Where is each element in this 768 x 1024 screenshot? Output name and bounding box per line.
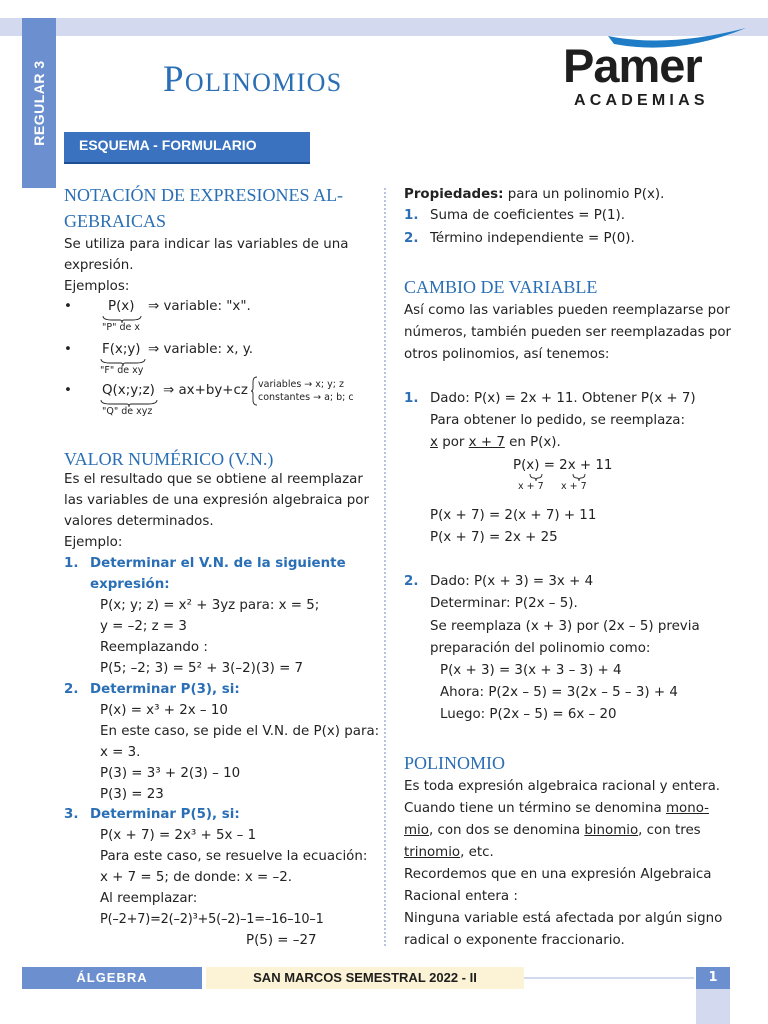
bullet: • [64,299,72,314]
cambio-1-line [430,435,561,450]
column-divider [384,188,386,946]
cambio-1-line: Dado: P(x) = 2x + 11. Obtener P(x + 7) [430,391,696,406]
side-tab [22,18,56,188]
trinomio-term: trinomio [404,845,461,860]
brace-variables: variables → x; y; z [258,379,344,390]
pamer-logo [560,22,740,122]
example-number: 2. [64,682,79,697]
example-number: 1. [64,556,79,571]
cambio-1-result: P(x + 7) = 2(x + 7) + 11 [430,508,597,523]
section-banner: ESQUEMA - FORMULARIO [64,132,310,162]
monomio-term: mono- [665,801,709,816]
example-3-title: Determinar P(5), si: [90,807,240,822]
example-3-result: ⇒ ax+by+cz [163,383,248,398]
cambio-1-expression: P(x) = 2x + 11 [513,458,613,473]
monomio-term: mio [404,823,429,838]
cambio-1-sub: x + 7 [468,435,505,450]
example-3-line: P(x + 7) = 2x³ + 5x – 1 [100,828,257,843]
cambio-1-sub-label: x + 7 [561,481,587,492]
property-number: 1. [404,208,419,223]
example-number: 3. [64,807,79,822]
example-2-line: En este caso, se pide el V.N. de P(x) para: [100,724,380,739]
example-1-result: ⇒ variable: "x". [148,299,251,314]
example-2-title: Determinar P(3), si: [90,682,240,697]
ejemplos-label: Ejemplos: [64,279,130,294]
example-1-note: "P" de x [102,322,141,333]
example-2-line: P(x) = x³ + 2x – 10 [100,703,228,718]
cambio-heading: CAMBIO DE VARIABLE [404,277,598,297]
notacion-text-1: Se utiliza para indicar las variables de una [64,237,349,252]
example-2-note: "F" de xy [100,365,144,376]
example-1-line: y = –2; z = 3 [100,619,187,634]
polinomio-text-part: , con dos se denomina [428,823,585,838]
footer-course: SAN MARCOS SEMESTRAL 2022 - II [206,967,524,989]
example-2-line: x = 3. [100,745,141,760]
polinomio-text: Racional entera : [404,889,518,904]
polinomio-text: Ninguna variable está afectada por algún signo [404,911,723,926]
brace-constantes: constantes → a; b; c [258,392,354,403]
cambio-1-var: x [430,435,438,450]
example-1-line: P(5; –2; 3) = 5² + 3(–2)(3) = 7 [100,661,304,676]
valor-text-3: valores determinados. [64,514,214,529]
example-1-expression: P(x) [108,299,135,314]
cambio-2-line: Determinar: P(2x – 5). [430,596,578,611]
example-2-line: P(3) = 3³ + 2(3) – 10 [100,766,241,781]
logo-brand: Pamer [563,39,702,92]
property-2: Término independiente = P(0). [430,231,635,246]
property-number: 2. [404,231,419,246]
page-number: 1 [696,967,730,989]
bullet: • [64,342,72,357]
example-2-line: P(3) = 23 [100,787,164,802]
cambio-2-line: Se reemplaza (x + 3) por (2x – 5) previa [430,619,700,634]
propiedades-label: Propiedades: [404,187,504,202]
underbrace-icon [529,473,589,481]
polinomio-text-part: Cuando tiene un término se denomina [404,801,666,816]
valor-heading: VALOR NUMÉRICO (V.N.) [64,449,274,469]
example-3-line: P(–2+7)=2(–2)³+5(–2)–1=–16–10–1 [100,912,324,927]
example-1-title-line2: expresión: [90,577,170,592]
example-2-expression: F(x;y) [102,342,141,357]
side-tab-label: REGULAR 3 [31,60,47,146]
example-2-result: ⇒ variable: x, y. [148,342,253,357]
cambio-2-line: Luego: P(2x – 5) = 6x – 20 [440,707,617,722]
example-3-note: "Q" de xyz [102,406,153,417]
polinomio-text: radical o exponente fraccionario. [404,933,625,948]
polinomio-text-part: , con tres [638,823,701,838]
valor-text-1: Es el resultado que se obtiene al reemplazar [64,472,363,487]
bullet: • [64,383,72,398]
example-3-line: x + 7 = 5; de donde: x = –2. [100,870,293,885]
example-1-line: P(x; y; z) = x² + 3yz para: x = 5; [100,598,320,613]
example-3-line: Al reemplazar: [100,891,198,906]
cambio-2-line: Ahora: P(2x – 5) = 3(2x – 5 – 3) + 4 [440,685,678,700]
property-1: Suma de coeficientes = P(1). [430,208,626,223]
polinomio-text: Es toda expresión algebraica racional y entera. [404,779,721,794]
page-title: Polinomios [163,59,343,100]
cambio-1-en: en P(x). [504,435,561,450]
polinomio-text-part: , etc. [460,845,494,860]
left-brace-icon [250,376,258,406]
example-1-line: Reemplazando : [100,640,208,655]
binomio-term: binomio [584,823,639,838]
polinomio-text: Recordemos que en una expresión Algebraica [404,867,712,882]
cambio-number: 1. [404,391,419,406]
propiedades-line [404,187,664,202]
cambio-1-sub-label: x + 7 [518,481,544,492]
notacion-heading-line2: GEBRAICAS [64,211,167,231]
cambio-1-por: por [437,435,469,450]
cambio-2-line: Dado: P(x + 3) = 3x + 4 [430,574,594,589]
footer-subject: ÁLGEBRA [22,967,202,989]
example-1-title-line1: Determinar el V.N. de la siguiente [90,556,346,571]
polinomio-heading: POLINOMIO [404,753,505,773]
polinomio-text [404,845,494,860]
footer-divider [524,977,694,979]
example-3-line: P(5) = –27 [246,933,317,948]
cambio-number: 2. [404,574,419,589]
example-3-expression: Q(x;y;z) [102,383,155,398]
notacion-text-2: expresión. [64,258,134,273]
cambio-text-2: números, también pueden ser reemplazadas por [404,325,732,340]
cambio-2-line: preparación del polinomio como: [430,641,651,656]
cambio-text-1: Así como las variables pueden reemplazarse por [404,303,730,318]
cambio-text-3: otros polinomios, así tenemos: [404,347,610,362]
propiedades-text: para un polinomio P(x). [503,187,665,202]
logo-subtitle: ACADEMIAS [574,92,709,109]
polinomio-text [404,801,709,816]
notacion-heading-line1: NOTACIÓN DE EXPRESIONES AL- [64,185,344,205]
footer-corner-block [696,989,730,1024]
cambio-2-line: P(x + 3) = 3(x + 3 – 3) + 4 [440,663,622,678]
footer [22,967,730,989]
polinomio-text [404,823,701,838]
ejemplo-label: Ejemplo: [64,535,123,550]
cambio-1-result: P(x + 7) = 2x + 25 [430,530,558,545]
example-3-line: Para este caso, se resuelve la ecuación: [100,849,368,864]
valor-text-2: las variables de una expresión algebraica por [64,493,369,508]
cambio-1-line: Para obtener lo pedido, se reemplaza: [430,413,686,428]
